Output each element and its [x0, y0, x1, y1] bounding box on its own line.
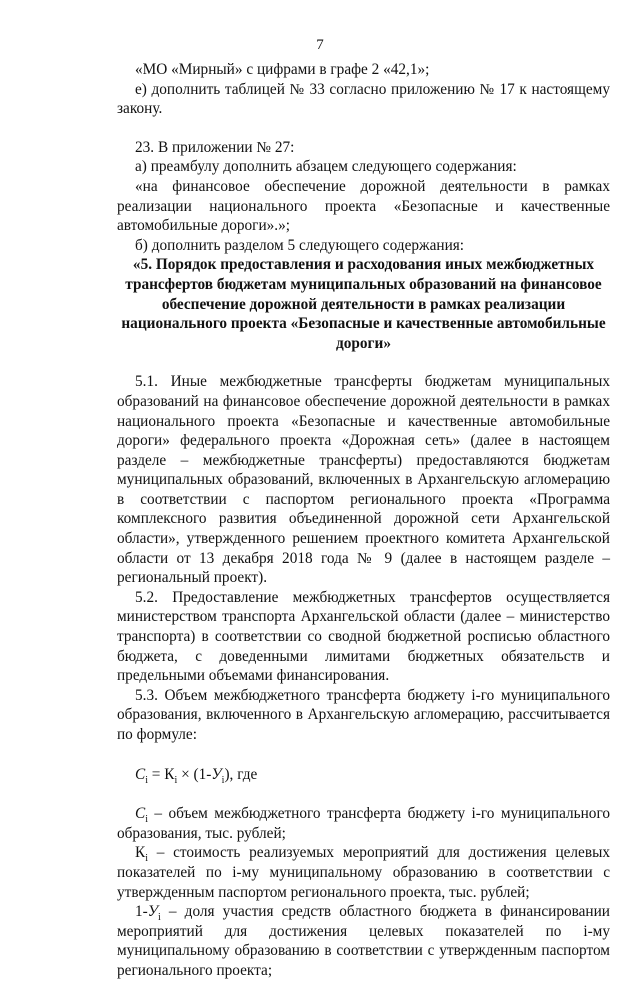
document-body — [117, 60, 610, 981]
formula: $С_i = К_i \times (1-У_i)$, где — [135, 765, 258, 786]
paragraph: 23. В приложении № 27: — [135, 138, 295, 156]
paragraph: «на финансовое обеспечение дорожной деятельности в рамках реализации национального проекта «Безопасные и качественные автомобильные дороги».»; — [117, 177, 610, 235]
paragraph: 5.3. Объем межбюджетного трансферта бюджету i-го муниципального образования, включенного в Архангельскую агломерацию, рассчитывается по формуле: — [117, 686, 610, 743]
section-heading: «5. Порядок предоставления и расходования иных межбюджетных трансфертов бюджетам муниципальных образований на финансовое обеспечение дорожной деятельности в рамках реализации национального проекта «Безопасные и качественные автомобильные дороги» — [121, 256, 606, 352]
paragraph: б) дополнить разделом 5 следующего содержания: — [135, 236, 465, 254]
paragraph: 5.2. Предоставление межбюджетных трансфертов осуществляется министерством транспорта Архангельской области (далее – министерство транспорта) в соответствии со сводной бюджетной росписью областного бюджета, с доведенными лимитами бюджетных обязательств и предельными объемами финансирования. — [117, 588, 610, 685]
paragraph: 5.1. Иные межбюджетные трансферты бюджетам муниципальных образований на финансовое обеспечение дорожной деятельности в рамках национального проекта «Безопасные и качественные автомобильные дороги» федерального проекта «Дорожная сеть» (далее в настоящем разделе – межбюджетные трансферты) предоставляются бюджетам муниципальных образований, включенных в Архангельскую агломерацию в соответствии с паспортом регионального проекта «Программа комплексного развития объединенной дорожной сети Архангельской области», утвержденного решением проектного комитета Архангельской области от 13 декабря 2018 года № 9 (далее в настоящем разделе – региональный проект). — [117, 373, 610, 587]
paragraph: $К_i$ – стоимость реализуемых мероприятий для достижения целевых показателей по i-му муниципальному образованию в соответствии с утвержденным паспортом регионального проекта, тыс. рублей; — [117, 844, 610, 901]
paragraph: е) дополнить таблицей № 33 согласно приложению № 17 к настоящему закону. — [117, 80, 610, 118]
page-number: 7 — [316, 37, 324, 53]
paragraph: $С_i$ – объем межбюджетного трансферта бюджету i-го муниципального образования, тыс. рублей; — [117, 805, 610, 842]
paragraph: а) преамбулу дополнить абзацем следующего содержания: — [135, 158, 517, 176]
paragraph: «МО «Мирный» с цифрами в графе 2 «42,1»; — [135, 61, 430, 78]
paragraph: $1-У_i$ – доля участия средств областного бюджета в финансировании мероприятий для достижения целевых показателей по i-му муниципальному образованию в соответствии с утвержденным паспортом регионального проекта; — [117, 903, 610, 979]
